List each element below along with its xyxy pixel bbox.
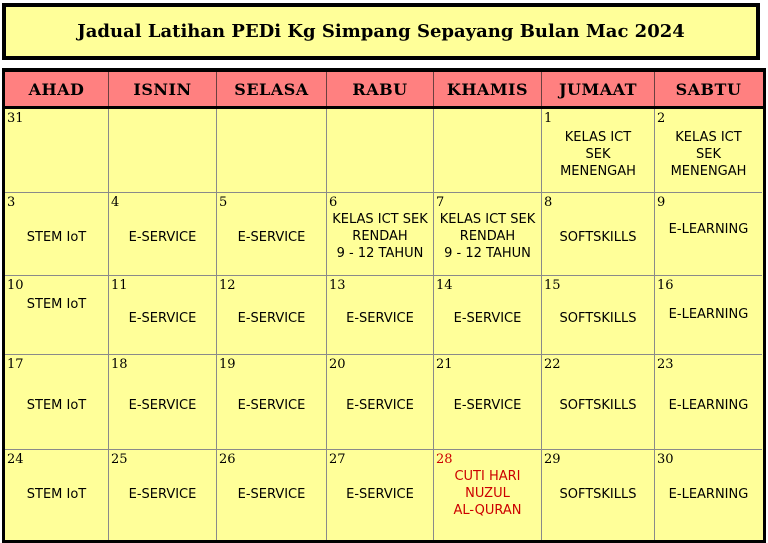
day-number: 8	[544, 195, 553, 210]
event-label: SOFTSKILLS	[559, 311, 637, 326]
day-number: 24	[7, 452, 24, 467]
calendar-day-cell	[434, 355, 542, 450]
event-label: KELAS ICT SEK MENENGAH	[670, 130, 747, 179]
calendar-day-cell	[5, 109, 109, 193]
calendar-day-cell	[327, 276, 434, 355]
calendar-day-cell	[434, 109, 542, 193]
calendar-day-cell	[434, 450, 542, 540]
calendar-day-cell	[655, 109, 762, 193]
day-number: 5	[219, 195, 228, 210]
weekday-header-isnin: ISNIN	[109, 72, 217, 106]
event-label: STEM IoT	[26, 297, 87, 312]
weekday-header-khamis: KHAMIS	[434, 72, 542, 106]
event-label: KELAS ICT SEK MENENGAH	[560, 130, 636, 179]
event-label: E-SERVICE	[128, 311, 197, 326]
calendar-day-cell	[655, 193, 762, 276]
calendar-day-cell	[542, 450, 655, 540]
calendar-day-cell	[217, 276, 327, 355]
calendar-day-cell	[217, 450, 327, 540]
calendar-day-cell	[5, 193, 109, 276]
day-number: 1	[544, 111, 553, 126]
day-number: 7	[436, 195, 445, 210]
calendar-day-cell	[5, 450, 109, 540]
day-number: 12	[219, 278, 236, 293]
event-label: KELAS ICT SEK RENDAH 9 - 12 TAHUN	[439, 212, 536, 261]
day-number: 2	[657, 111, 666, 126]
event-label: E-LEARNING	[668, 398, 749, 413]
event-label: E-SERVICE	[237, 230, 306, 245]
event-label: E-SERVICE	[128, 487, 197, 502]
calendar-day-cell	[217, 193, 327, 276]
event-label: KELAS ICT SEK RENDAH 9 - 12 TAHUN	[332, 212, 428, 261]
event-label: E-SERVICE	[128, 230, 197, 245]
calendar-day-cell	[327, 355, 434, 450]
weekday-header-sabtu: SABTU	[675, 79, 742, 99]
calendar-day-cell	[542, 109, 655, 193]
weekday-header-rabu: RABU	[327, 72, 434, 106]
calendar-day-cell	[542, 276, 655, 355]
day-number: 4	[111, 195, 120, 210]
event-label: E-LEARNING	[668, 307, 749, 322]
calendar-day-cell	[434, 193, 542, 276]
calendar-day-cell	[542, 355, 655, 450]
day-number: 9	[657, 195, 666, 210]
event-label: STEM IoT	[26, 230, 87, 245]
day-number: 22	[544, 357, 561, 372]
day-number: 27	[329, 452, 346, 467]
weekday-header-jumaat: JUMAAT	[542, 72, 655, 106]
event-label: E-SERVICE	[346, 311, 414, 326]
calendar-day-cell	[327, 450, 434, 540]
event-label: SOFTSKILLS	[559, 487, 637, 502]
day-number: 20	[329, 357, 346, 372]
weekday-header-selasa: SELASA	[217, 72, 327, 106]
calendar-day-cell	[109, 355, 217, 450]
weekday-header-row	[5, 72, 763, 106]
event-label: E-SERVICE	[237, 487, 306, 502]
day-number: 21	[436, 357, 453, 372]
event-label: E-SERVICE	[346, 398, 414, 413]
calendar-day-cell	[655, 276, 762, 355]
event-label: E-SERVICE	[453, 398, 522, 413]
day-number: 28	[436, 452, 453, 467]
event-label: E-SERVICE	[346, 487, 414, 502]
calendar-day-cell	[655, 450, 762, 540]
event-label: E-SERVICE	[237, 311, 306, 326]
calendar-day-cell	[327, 109, 434, 193]
event-label: E-SERVICE	[237, 398, 306, 413]
day-number: 31	[7, 111, 24, 126]
event-label: E-LEARNING	[668, 487, 749, 502]
day-number: 25	[111, 452, 128, 467]
day-number: 15	[544, 278, 561, 293]
calendar-day-cell	[327, 193, 434, 276]
day-number: 16	[657, 278, 674, 293]
calendar	[2, 68, 766, 543]
calendar-day-cell	[5, 355, 109, 450]
calendar-day-cell	[655, 355, 762, 450]
day-number: 13	[329, 278, 346, 293]
event-label: SOFTSKILLS	[559, 230, 637, 245]
event-label: STEM IoT	[26, 398, 87, 413]
calendar-day-cell	[109, 276, 217, 355]
day-number: 29	[544, 452, 561, 467]
holiday-label: CUTI HARI NUZUL AL-QURAN	[453, 469, 522, 518]
calendar-day-cell	[217, 355, 327, 450]
day-number: 19	[219, 357, 236, 372]
day-number: 18	[111, 357, 128, 372]
event-label: E-SERVICE	[453, 311, 522, 326]
event-label: STEM IoT	[26, 487, 87, 502]
weekday-header-ahad: AHAD	[5, 72, 109, 106]
calendar-day-cell	[109, 450, 217, 540]
page-title: Jadual Latihan PEDi Kg Simpang Sepayang Bulan Mac 2024	[77, 21, 685, 42]
calendar-day-cell	[109, 109, 217, 193]
day-number: 6	[329, 195, 338, 210]
title-box	[2, 3, 760, 60]
calendar-grid	[5, 109, 763, 540]
calendar-day-cell	[109, 193, 217, 276]
day-number: 11	[111, 278, 128, 293]
calendar-day-cell	[542, 193, 655, 276]
event-label: E-LEARNING	[668, 222, 749, 237]
day-number: 10	[7, 278, 24, 293]
day-number: 23	[657, 357, 674, 372]
event-label: E-SERVICE	[128, 398, 197, 413]
day-number: 3	[7, 195, 16, 210]
calendar-day-cell	[5, 276, 109, 355]
event-label: SOFTSKILLS	[559, 398, 637, 413]
calendar-day-cell	[217, 109, 327, 193]
day-number: 26	[219, 452, 236, 467]
day-number: 17	[7, 357, 24, 372]
day-number: 14	[436, 278, 453, 293]
calendar-day-cell	[434, 276, 542, 355]
day-number: 30	[657, 452, 674, 467]
